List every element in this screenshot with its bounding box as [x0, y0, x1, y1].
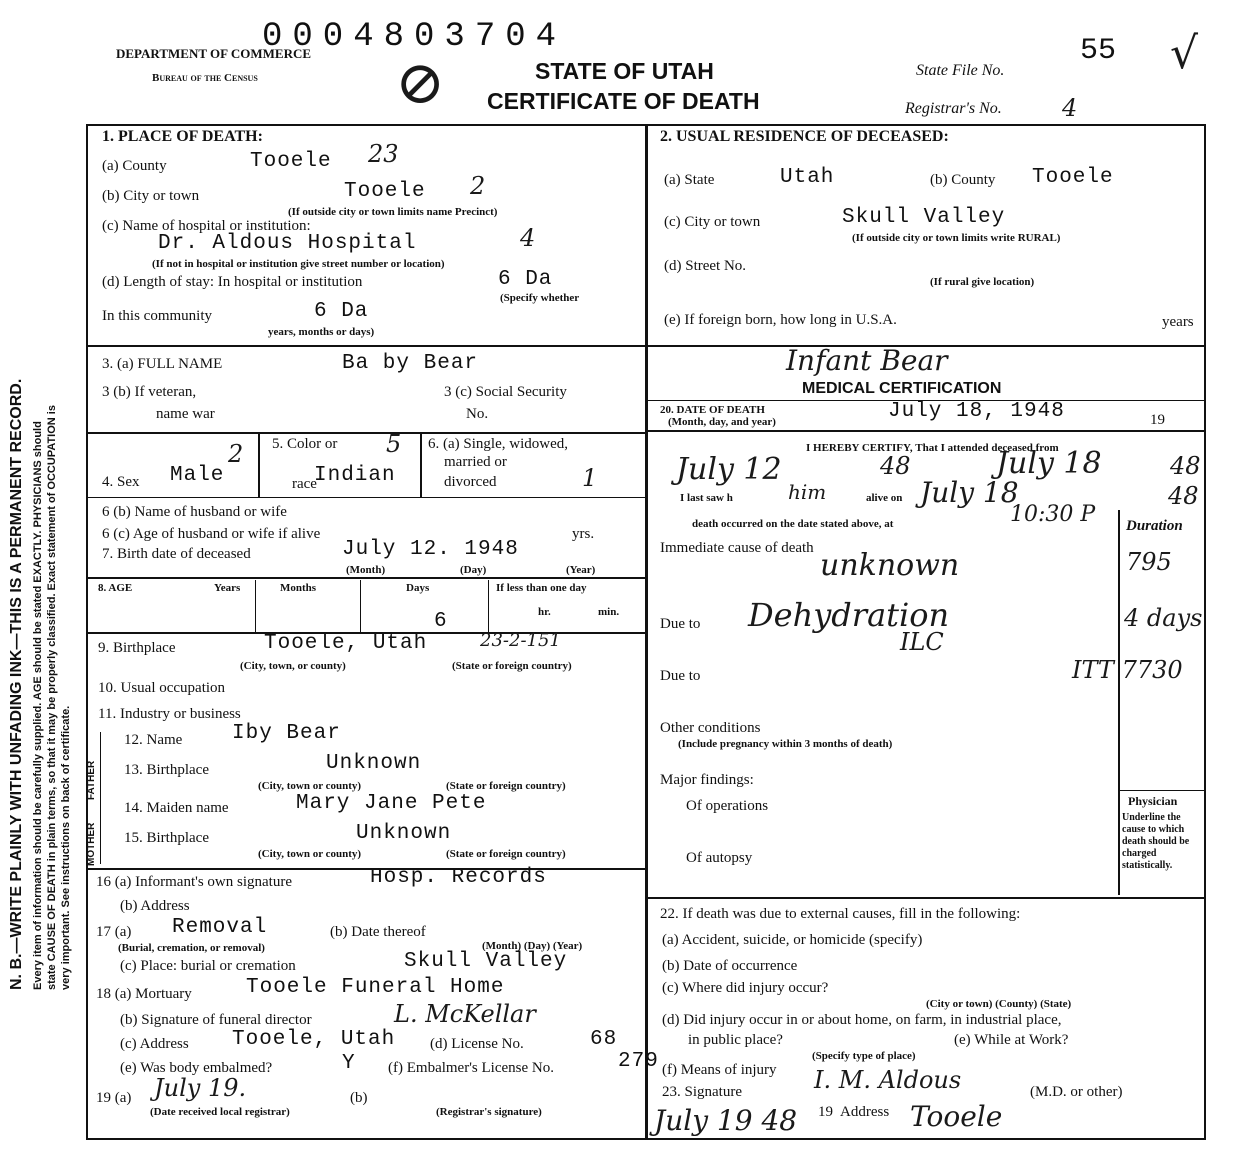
serial-number: 0004803704: [262, 18, 567, 56]
burial-date-sub: (Month) (Day) (Year): [482, 940, 583, 952]
age-days: Days: [406, 582, 430, 594]
department-label: DEPARTMENT OF COMMERCE: [116, 46, 312, 61]
embalmer-label: (f) Embalmer's License No.: [388, 1060, 554, 1076]
license-value: 68: [590, 1028, 618, 1051]
medical-heading: MEDICAL CERTIFICATION: [802, 380, 1002, 397]
color-code: 5: [386, 430, 402, 458]
director-label: (b) Signature of funeral director: [120, 1012, 312, 1028]
res-county-label: (b) County: [930, 172, 996, 188]
father-sub-state: (State or foreign country): [446, 780, 566, 792]
death-date-label: 20. DATE OF DEATH: [660, 404, 765, 416]
attended-to: July 18: [996, 446, 1102, 481]
birth-sub-year: (Year): [566, 564, 596, 576]
external-c-sub: (City or town) (County) (State): [926, 998, 1072, 1010]
occurred-text: death occurred on the date stated above, at: [692, 518, 894, 530]
res-city-note: (If outside city or town limits write RURAL): [852, 232, 1061, 244]
due-to-2-label: Due to: [660, 668, 701, 684]
residence-title: 2. USUAL RESIDENCE OF DECEASED:: [660, 128, 949, 145]
pod-county-label: (a) County: [102, 158, 167, 174]
registrar-date: July 19.: [154, 1074, 247, 1102]
certificate-title: CERTIFICATE OF DEATH: [487, 88, 760, 114]
pod-specify-note: (Specify whether: [500, 292, 580, 304]
age-months: Months: [280, 582, 317, 594]
pod-city-code: 2: [470, 172, 486, 200]
mother-sub-state: (State or foreign country): [446, 848, 566, 860]
veteran-label: 3 (b) If veteran,: [102, 384, 197, 400]
due-to-1-label: Due to: [660, 616, 701, 632]
res-state-label: (a) State: [664, 172, 715, 188]
signature-address-value: Tooele: [910, 1100, 1003, 1133]
external-b: (b) Date of occurrence: [662, 958, 798, 974]
occupation-label: 10. Usual occupation: [98, 680, 226, 696]
physician-box-label: Physician: [1128, 794, 1178, 808]
marital-code: 1: [582, 464, 598, 492]
sex-value: Male: [170, 464, 225, 487]
pod-hospital-code: 4: [520, 224, 536, 252]
major-findings-label: Major findings:: [660, 772, 754, 788]
embalmed-label: (e) Was body embalmed?: [120, 1060, 273, 1076]
signature-address-label: Address: [840, 1104, 890, 1120]
checkmark-icon: √: [1170, 28, 1199, 79]
signature-label: 23. Signature: [662, 1084, 742, 1100]
father-birth-label: 13. Birthplace: [124, 762, 209, 778]
age-less-than-day: If less than one day: [496, 582, 587, 594]
father-birth-value: Unknown: [326, 752, 422, 775]
attended-from-year: 48: [880, 452, 911, 480]
burial-place-value: Skull Valley: [404, 950, 568, 973]
burial-label: 17 (a): [96, 924, 132, 940]
birth-date-value: July 12. 1948: [342, 538, 519, 561]
external-d-sub: (Specify type of place): [812, 1050, 916, 1062]
director-signature: L. McKellar: [394, 1000, 536, 1028]
age-label: 8. AGE: [98, 582, 133, 594]
death-date-sub: (Month, day, and year): [668, 416, 776, 428]
state-file-label: State File No.: [916, 62, 1005, 79]
res-city-value: Skull Valley: [842, 206, 1006, 229]
death-date-year-prefix: 19: [1150, 412, 1165, 428]
due-to-2-code: ITT 7730: [1072, 656, 1183, 684]
ssn-label-2: No.: [466, 406, 489, 422]
registrar-label: 19 (a): [96, 1090, 132, 1106]
father-name-label: 12. Name: [124, 732, 183, 748]
mother-birth-label: 15. Birthplace: [124, 830, 209, 846]
pod-city-value: Tooele: [344, 180, 426, 203]
marital-label: 6. (a) Single, widowed,: [428, 436, 568, 452]
bureau-label: Bureau of the Census: [152, 72, 258, 84]
other-conditions-label: Other conditions: [660, 720, 761, 736]
sex-label: 4. Sex: [102, 474, 140, 490]
res-foreign-label: (e) If foreign born, how long in U.S.A.: [664, 312, 897, 328]
signature-year-prefix: 19: [818, 1104, 833, 1120]
place-of-death-title: 1. PLACE OF DEATH:: [102, 128, 263, 145]
external-title: 22. If death was due to external causes, fill in the following:: [660, 906, 1021, 922]
external-e: (e) While at Work?: [954, 1032, 1069, 1048]
burial-place-label: (c) Place: burial or cremation: [120, 958, 296, 974]
registrar-sig-label: (b): [350, 1090, 368, 1106]
pod-hospital-label: (c) Name of hospital or institution:: [102, 218, 311, 234]
registrar-no-value: 4: [1062, 94, 1078, 122]
external-c: (c) Where did injury occur?: [662, 980, 829, 996]
spouse-age-label: 6 (c) Age of husband or wife if alive: [102, 526, 321, 542]
mother-name-label: 14. Maiden name: [124, 800, 229, 816]
full-name-handwritten: Infant Bear: [786, 344, 948, 377]
res-state-value: Utah: [780, 166, 835, 189]
autopsy-label: Of autopsy: [686, 850, 753, 866]
mortuary-value: Tooele Funeral Home: [246, 976, 505, 999]
side-note-2: Every item of information should be carefully supplied. AGE should be stated EXACTLY. PHYSICIANS should: [32, 421, 44, 990]
attended-from: July 12: [676, 452, 782, 487]
ssn-label: 3 (c) Social Security: [444, 384, 567, 400]
last-saw-label: I last saw h: [680, 492, 733, 504]
duration-label: Duration: [1126, 518, 1183, 534]
signature-value: I. M. Aldous: [814, 1066, 962, 1094]
burial-sub: (Burial, cremation, or removal): [118, 942, 265, 954]
informant-value: Hosp. Records: [370, 866, 547, 889]
external-d: (d) Did injury occur in or about home, on farm, in industrial place,: [662, 1012, 1062, 1028]
pod-stay-label: (d) Length of stay: In hospital or institution: [102, 274, 363, 290]
age-days-value: 6: [434, 610, 448, 633]
father-heading: FATHER: [86, 760, 97, 800]
res-city-label: (c) City or town: [664, 214, 761, 230]
res-street-label: (d) Street No.: [664, 258, 747, 274]
signature-date: July 19 48: [654, 1104, 798, 1137]
birthplace-codes: 23-2-151: [480, 630, 561, 651]
certify-text: I HEREBY CERTIFY, That I attended deceased from: [806, 442, 1059, 454]
mortuary-label: 18 (a) Mortuary: [96, 986, 192, 1002]
father-sub-city: (City, town or county): [258, 780, 362, 792]
alive-on-year: 48: [1168, 482, 1199, 510]
slash-mark-icon: ⊘: [395, 48, 446, 118]
other-conditions-note: (Include pregnancy within 3 months of death): [678, 738, 893, 750]
marital-label-2: married or: [444, 454, 507, 470]
birthplace-value: Tooele, Utah: [264, 632, 428, 655]
physician-note: Underline the cause to which death should be charged statistically.: [1122, 812, 1190, 871]
death-date-value: July 18, 1948: [888, 400, 1065, 423]
immediate-cause-value: unknown: [820, 548, 960, 583]
mother-birth-value: Unknown: [356, 822, 452, 845]
marital-label-3: divorced: [444, 474, 497, 490]
full-name-label: 3. (a) FULL NAME: [102, 356, 223, 372]
pod-community-value: 6 Da: [314, 300, 369, 323]
pod-hospital-value: Dr. Aldous Hospital: [158, 232, 417, 255]
due-to-1-value: Dehydration: [748, 596, 950, 634]
birth-date-label: 7. Birth date of deceased: [102, 546, 251, 562]
mother-sub-city: (City, town or county): [258, 848, 362, 860]
color-label: 5. Color or: [272, 436, 338, 452]
mother-heading: MOTHER: [86, 822, 97, 866]
registrar-no-label: Registrar's No.: [905, 100, 1002, 117]
pod-stay-value: 6 Da: [498, 268, 553, 291]
pod-city-note: (If outside city or town limits name Precinct): [288, 206, 498, 218]
registrar-sig-sub: (Registrar's signature): [436, 1106, 542, 1118]
immediate-cause-code: 795: [1126, 548, 1172, 576]
due-to-1-duration: 4 days: [1124, 604, 1203, 632]
external-f: (f) Means of injury: [662, 1062, 777, 1078]
side-note-3: state CAUSE OF DEATH in plain terms, so that it may be properly classified. Exact statement of OCCUPATION is: [46, 405, 58, 990]
veteran-label-2: name war: [156, 406, 215, 422]
birthplace-sub-state: (State or foreign country): [452, 660, 572, 672]
alive-on-label: alive on: [866, 492, 903, 504]
alive-on-value: July 18: [920, 476, 1019, 509]
spouse-label: 6 (b) Name of husband or wife: [102, 504, 287, 520]
full-name-value: Ba by Bear: [342, 352, 479, 375]
embalmer-value: 279: [618, 1050, 659, 1073]
pod-city-label: (b) City or town: [102, 188, 200, 204]
birth-sub-day: (Day): [460, 564, 487, 576]
mother-name-value: Mary Jane Pete: [296, 792, 487, 815]
birthplace-sub-city: (City, town, or county): [240, 660, 346, 672]
pod-hospital-note: (If not in hospital or institution give street number or location): [152, 258, 445, 270]
res-foreign-suffix: years: [1162, 314, 1194, 330]
birthplace-label: 9. Birthplace: [98, 640, 176, 656]
birth-sub-month: (Month): [346, 564, 386, 576]
pod-community-note: years, months or days): [268, 326, 375, 338]
informant-address-label: (b) Address: [120, 898, 190, 914]
operations-label: Of operations: [686, 798, 769, 814]
last-saw-value: him: [788, 480, 827, 504]
side-note-1: N. B.—WRITE PLAINLY WITH UNFADING INK—THIS IS A PERMANENT RECORD.: [8, 378, 25, 990]
age-hr: hr.: [538, 606, 551, 618]
res-county-value: Tooele: [1032, 166, 1114, 189]
res-street-note: (If rural give location): [930, 276, 1035, 288]
informant-label: 16 (a) Informant's own signature: [96, 874, 292, 890]
age-years: Years: [214, 582, 241, 594]
spouse-age-suffix: yrs.: [572, 526, 595, 542]
state-title: STATE OF UTAH: [535, 58, 714, 84]
state-file-value: 55: [1080, 34, 1117, 68]
signature-suffix: (M.D. or other): [1030, 1084, 1123, 1100]
pod-county-code: 23: [368, 140, 399, 168]
pod-community-label: In this community: [102, 308, 212, 324]
license-label: (d) License No.: [430, 1036, 524, 1052]
mortuary-address-label: (c) Address: [120, 1036, 189, 1052]
father-name-value: Iby Bear: [232, 722, 341, 745]
sex-code: 2: [228, 440, 244, 468]
occurred-time: 10:30 P: [1010, 502, 1096, 527]
burial-value: Removal: [172, 916, 268, 939]
race-label: race: [292, 476, 317, 492]
industry-label: 11. Industry or business: [98, 706, 241, 722]
pod-county-value: Tooele: [250, 150, 332, 173]
color-value: Indian: [314, 464, 396, 487]
side-note-4: very important. See instructions on back of certificate.: [60, 705, 72, 990]
due-to-1-sub: ILC: [900, 628, 944, 656]
registrar-date-sub: (Date received local registrar): [150, 1106, 290, 1118]
external-a: (a) Accident, suicide, or homicide (specify): [662, 932, 923, 948]
immediate-cause-label: Immediate cause of death: [660, 540, 814, 556]
mortuary-address-value: Tooele, Utah: [232, 1028, 396, 1051]
embalmed-value: Y: [342, 1052, 356, 1075]
attended-to-year: 48: [1170, 452, 1201, 480]
external-d2: in public place?: [688, 1032, 783, 1048]
age-min: min.: [598, 606, 620, 618]
burial-date-label: (b) Date thereof: [330, 924, 426, 940]
